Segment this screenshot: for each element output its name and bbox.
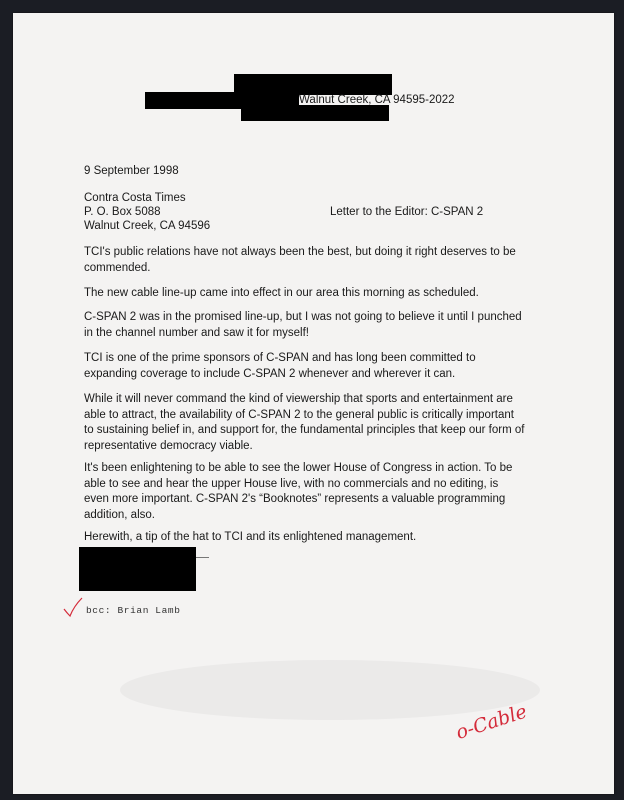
letter-date: 9 September 1998	[84, 165, 179, 177]
bcc-line: bcc: Brian Lamb	[86, 605, 181, 616]
paragraph-line: The new cable line-up came into effect in our area this morning as scheduled.	[84, 287, 479, 299]
paragraph-6	[84, 461, 554, 523]
paragraph-1	[84, 245, 554, 276]
paragraph-line: While it will never command the kind of viewership that sports and entertainment are	[84, 393, 513, 405]
paragraph-line: C-SPAN 2 was in the promised line-up, but I was not going to believe it until I punched	[84, 311, 522, 323]
paragraph-line: able to see and hear the upper House live, with no commercials and no editing, is	[84, 477, 499, 490]
paragraph-7	[84, 530, 554, 546]
paragraph-line: in the channel number and saw it for myself!	[84, 326, 310, 339]
check-mark-icon	[62, 596, 84, 618]
paragraph-line: TCI is one of the prime sponsors of C-SPAN and has long been committed to	[84, 352, 476, 364]
paragraph-line: able to attract, the availability of C-SPAN 2 to the general public is critically important	[84, 408, 514, 421]
letter-subject: Letter to the Editor: C-SPAN 2	[330, 206, 484, 218]
paragraph-2	[84, 286, 554, 302]
paragraph-line: even more important. C-SPAN 2's “Booknotes” represents a valuable programming	[84, 493, 506, 505]
sender-city-line: Walnut Creek, CA 94595-2022	[299, 94, 455, 106]
paragraph-line: addition, also.	[84, 508, 155, 521]
redacted-signature-block	[79, 547, 196, 591]
paragraph-line: representative democracy viable.	[84, 439, 253, 452]
paragraph-line: commended.	[84, 261, 151, 274]
paragraph-line: It's been enlightening to be able to see the lower House of Congress in action. To be	[84, 462, 513, 474]
recipient-po-box: P. O. Box 5088	[84, 206, 161, 218]
handwritten-annotation: o-Cable	[453, 700, 530, 744]
paragraph-3	[84, 310, 554, 341]
paragraph-line: to sustaining belief in, and support for, the fundamental principles that keep our form of	[84, 424, 525, 436]
paragraph-line: expanding coverage to include C-SPAN 2 whenever and wherever it can.	[84, 367, 456, 380]
paragraph-4	[84, 351, 554, 382]
paragraph-5	[84, 392, 554, 454]
paragraph-line: TCI's public relations have not always been the best, but doing it right deserves to be	[84, 246, 516, 258]
recipient-city: Walnut Creek, CA 94596	[84, 220, 211, 232]
recipient-name: Contra Costa Times	[84, 192, 186, 204]
paper-smudge	[120, 660, 540, 720]
paragraph-line: Herewith, a tip of the hat to TCI and its enlightened management.	[84, 531, 417, 543]
